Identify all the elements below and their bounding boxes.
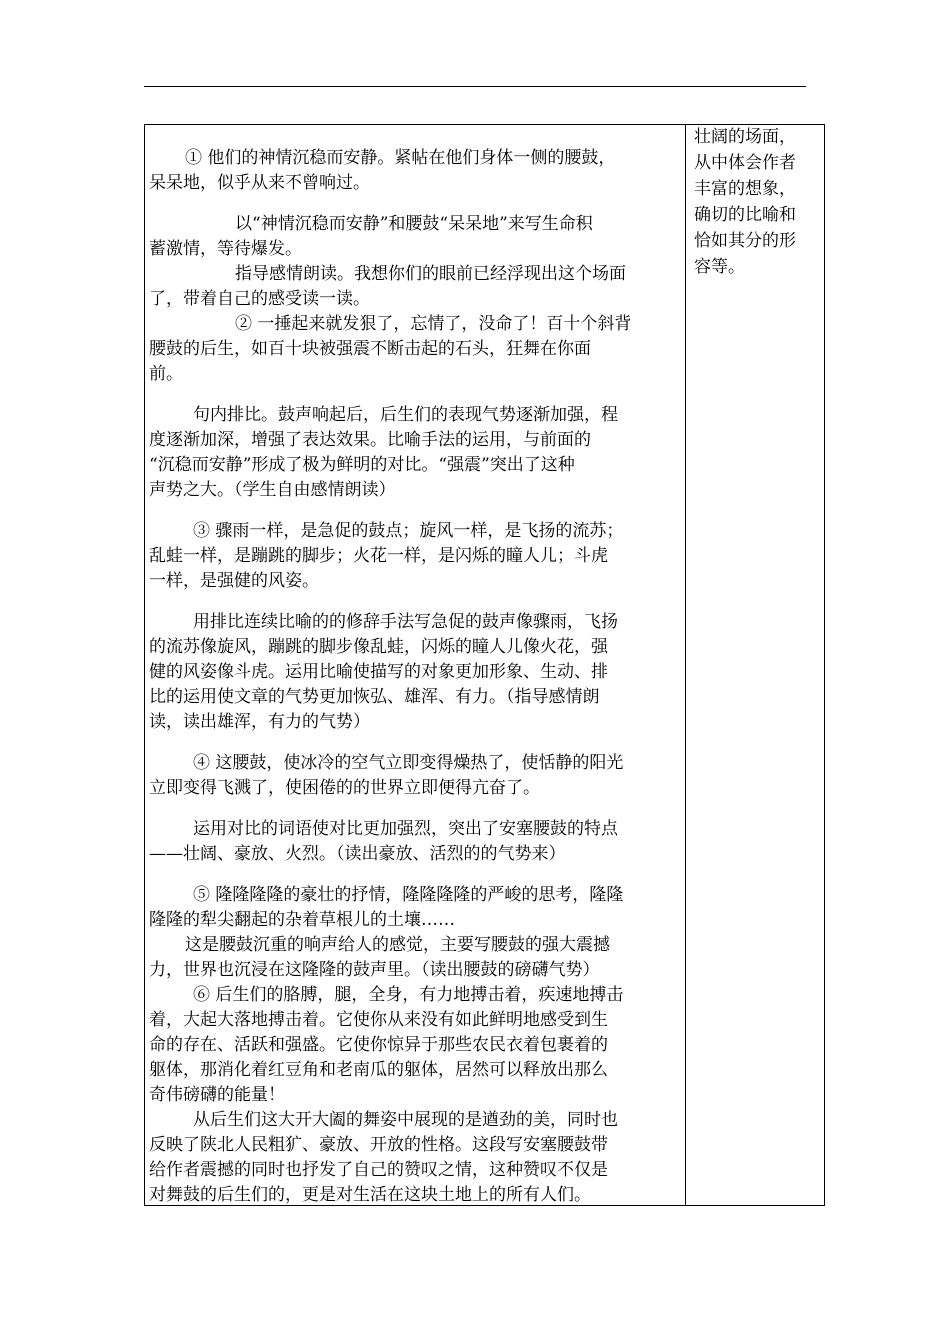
main-text-line: 读，读出雄浑，有力的气势） xyxy=(149,712,370,732)
main-text-line: 立即变得飞溅了，使困倦的的世界立即便得亢奋了。 xyxy=(149,778,540,798)
main-text-line: 着，大起大落地搏击着。它使你从来没有如此鲜明地感受到生 xyxy=(149,1010,608,1030)
side-note-line: 容等。 xyxy=(694,257,745,277)
main-text-line: “沉稳而安静”形成了极为鲜明的对比。“强震”突出了这种 xyxy=(149,455,575,475)
main-text-line: 对舞鼓的后生们的，更是对生活在这块土地上的所有人们。 xyxy=(149,1185,591,1205)
main-text-line: 呆呆地，似乎从来不曾响过。 xyxy=(149,173,370,193)
main-text-line: 命的存在、活跃和强盛。它使你惊异于那些农民衣着包裹着的 xyxy=(149,1035,608,1055)
main-text-line: 从后生们这大开大阖的舞姿中展现的是遒劲的美，同时也 xyxy=(193,1110,618,1130)
main-text-line: 躯体，那消化着红豆角和老南瓜的躯体，居然可以释放出那么 xyxy=(149,1060,608,1080)
side-note-line: 确切的比喻和 xyxy=(694,205,796,225)
main-text-line: ⑤ 隆隆隆隆的豪壮的抒情，隆隆隆隆的严峻的思考，隆隆 xyxy=(193,885,624,905)
main-text-line: ① 他们的神情沉稳而安静。紧帖在他们身体一侧的腰鼓， xyxy=(185,148,616,168)
main-text-line: 奇伟磅礴的能量！ xyxy=(149,1085,285,1105)
side-note-line: 丰富的想象， xyxy=(694,179,796,199)
main-text-line: ③ 骤雨一样，是急促的鼓点；旋风一样，是飞扬的流苏； xyxy=(193,521,624,541)
main-text-line: 声势之大。（学生自由感情朗读） xyxy=(149,480,396,500)
main-text-line: 运用对比的词语使对比更加强烈，突出了安塞腰鼓的特点 xyxy=(193,819,618,839)
side-note-line: 恰如其分的形 xyxy=(694,231,796,251)
main-text-line: 以“神情沉稳而安静”和腰鼓“呆呆地”来写生命积 xyxy=(235,214,593,234)
main-text-line: 给作者震撼的同时也抒发了自己的赞叹之情，这种赞叹不仅是 xyxy=(149,1160,608,1180)
main-text-line: ⑥ 后生们的胳膊，腿，全身，有力地搏击着，疾速地搏击 xyxy=(193,985,624,1005)
side-note-line: 壮阔的场面， xyxy=(694,127,796,147)
main-text-line: 一样，是强健的风姿。 xyxy=(149,571,319,591)
lesson-table xyxy=(144,124,825,1206)
main-text-line: ④ 这腰鼓，使冰冷的空气立即变得燥热了，使恬静的阳光 xyxy=(193,753,624,773)
main-text-line: 用排比连续比喻的的修辞手法写急促的鼓声像骤雨，飞扬 xyxy=(193,612,618,632)
main-text-line: 反映了陕北人民粗犷、豪放、开放的性格。这段写安塞腰鼓带 xyxy=(149,1135,608,1155)
main-text-line: 腰鼓的后生，如百十块被强震不断击起的石头，狂舞在你面 xyxy=(149,339,591,359)
main-text-line: 的流苏像旋风，蹦跳的脚步像乱蛙，闪烁的瞳人儿像火花，强 xyxy=(149,637,608,657)
main-text-line: 蓄激情，等待爆发。 xyxy=(149,239,302,259)
main-text-line: 指导感情朗读。我想你们的眼前已经浮现出这个场面 xyxy=(235,264,626,284)
main-text-line: 健的风姿像斗虎。运用比喻使描写的对象更加形象、生动、排 xyxy=(149,662,608,682)
side-note-line: 从中体会作者 xyxy=(694,153,796,173)
main-text-line: 了，带着自己的感受读一读。 xyxy=(149,289,370,309)
main-text-column xyxy=(145,125,685,1205)
main-text-line: 力，世界也沉浸在这隆隆的鼓声里。（读出腰鼓的磅礴气势） xyxy=(149,960,600,980)
main-text-line: 度逐渐加深，增强了表达效果。比喻手法的运用，与前面的 xyxy=(149,430,591,450)
main-text-line: ——壮阔、豪放、火烈。（读出豪放、活烈的的气势来） xyxy=(149,844,566,864)
main-text-line: 句内排比。鼓声响起后，后生们的表现气势逐渐加强，程 xyxy=(193,405,618,425)
main-text-line: 比的运用使文章的气势更加恢弘、雄浑、有力。（指导感情朗 xyxy=(149,687,600,707)
main-text-line: 乱蛙一样，是蹦跳的脚步；火花一样，是闪烁的瞳人儿；斗虎 xyxy=(149,546,608,566)
main-text-line: 前。 xyxy=(149,364,183,384)
header-rule xyxy=(144,86,806,87)
main-text-line: 隆隆的犁尖翻起的杂着草根儿的土壤…… xyxy=(149,910,455,930)
main-text-line: ② 一捶起来就发狠了，忘情了，没命了！百十个斜背 xyxy=(235,314,632,334)
main-text-line: 这是腰鼓沉重的响声给人的感觉，主要写腰鼓的强大震撼 xyxy=(185,935,610,955)
side-notes-column xyxy=(686,125,824,1205)
